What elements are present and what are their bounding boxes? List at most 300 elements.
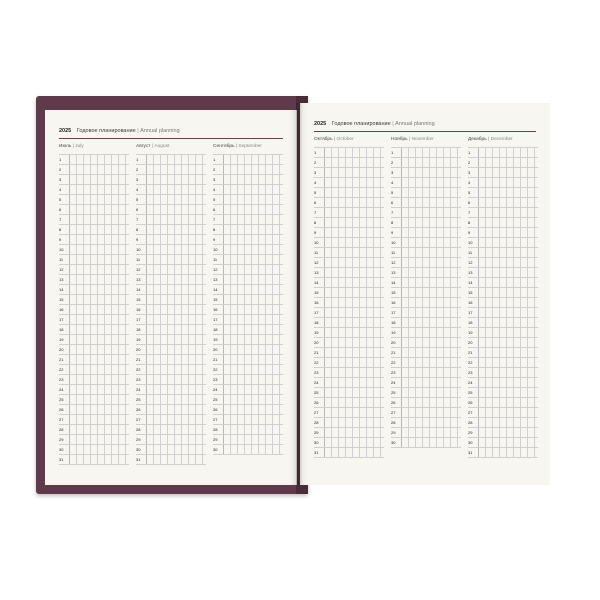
day-cells[interactable] (402, 248, 461, 257)
day-cells[interactable] (70, 265, 129, 274)
day-row[interactable] (314, 348, 384, 358)
day-cells[interactable] (479, 328, 538, 337)
day-row[interactable] (136, 225, 206, 235)
day-cells[interactable] (402, 348, 461, 357)
day-row[interactable] (468, 168, 538, 178)
day-row[interactable] (314, 428, 384, 438)
day-cells[interactable] (70, 275, 129, 284)
day-cells[interactable] (402, 278, 461, 287)
day-cells[interactable] (147, 385, 206, 394)
day-cells[interactable] (147, 265, 206, 274)
day-cells[interactable] (147, 305, 206, 314)
day-row[interactable] (314, 318, 384, 328)
day-row[interactable] (59, 355, 129, 365)
day-cells[interactable] (325, 168, 384, 177)
day-row[interactable] (59, 455, 129, 465)
day-row[interactable] (213, 175, 283, 185)
day-row[interactable] (59, 445, 129, 455)
day-row[interactable] (136, 375, 206, 385)
day-cells[interactable] (70, 355, 129, 364)
day-row[interactable] (213, 385, 283, 395)
day-cells[interactable] (147, 455, 206, 464)
day-row[interactable] (136, 415, 206, 425)
day-cells[interactable] (224, 245, 283, 254)
day-cells[interactable] (402, 298, 461, 307)
day-row[interactable] (314, 238, 384, 248)
day-cells[interactable] (325, 358, 384, 367)
day-row[interactable] (391, 398, 461, 408)
day-row[interactable] (314, 188, 384, 198)
day-row[interactable] (391, 268, 461, 278)
day-cells[interactable] (224, 315, 283, 324)
day-cells[interactable] (224, 425, 283, 434)
day-row[interactable] (213, 305, 283, 315)
day-row[interactable] (136, 425, 206, 435)
day-row[interactable] (136, 235, 206, 245)
day-cells[interactable] (70, 235, 129, 244)
day-cells[interactable] (325, 388, 384, 397)
day-row[interactable] (314, 338, 384, 348)
day-cells[interactable] (402, 418, 461, 427)
day-cells[interactable] (479, 248, 538, 257)
day-cells[interactable] (70, 165, 129, 174)
day-row[interactable] (314, 248, 384, 258)
day-row[interactable] (468, 328, 538, 338)
day-cells[interactable] (70, 285, 129, 294)
day-row[interactable] (59, 255, 129, 265)
day-row[interactable] (213, 415, 283, 425)
day-cells[interactable] (479, 348, 538, 357)
day-cells[interactable] (70, 205, 129, 214)
day-cells[interactable] (224, 205, 283, 214)
day-row[interactable] (468, 208, 538, 218)
day-cells[interactable] (325, 308, 384, 317)
day-row[interactable] (136, 345, 206, 355)
day-row[interactable] (468, 338, 538, 348)
day-cells[interactable] (325, 258, 384, 267)
day-cells[interactable] (479, 428, 538, 437)
day-cells[interactable] (479, 178, 538, 187)
day-row[interactable] (314, 178, 384, 188)
day-row[interactable] (213, 255, 283, 265)
day-row[interactable] (391, 178, 461, 188)
day-row[interactable] (391, 348, 461, 358)
day-row[interactable] (314, 218, 384, 228)
day-row[interactable] (468, 308, 538, 318)
day-row[interactable] (136, 435, 206, 445)
day-cells[interactable] (70, 225, 129, 234)
day-row[interactable] (59, 195, 129, 205)
day-row[interactable] (468, 218, 538, 228)
day-cells[interactable] (479, 398, 538, 407)
day-cells[interactable] (325, 448, 384, 457)
day-cells[interactable] (147, 345, 206, 354)
day-cells[interactable] (224, 155, 283, 164)
day-row[interactable] (213, 295, 283, 305)
day-row[interactable] (59, 385, 129, 395)
day-cells[interactable] (147, 175, 206, 184)
day-row[interactable] (468, 358, 538, 368)
day-cells[interactable] (224, 445, 283, 454)
day-row[interactable] (136, 395, 206, 405)
day-cells[interactable] (325, 338, 384, 347)
day-row[interactable] (391, 198, 461, 208)
day-cells[interactable] (224, 405, 283, 414)
day-cells[interactable] (70, 365, 129, 374)
day-cells[interactable] (70, 185, 129, 194)
day-row[interactable] (468, 438, 538, 448)
day-row[interactable] (213, 275, 283, 285)
day-cells[interactable] (402, 238, 461, 247)
day-cells[interactable] (479, 258, 538, 267)
day-cells[interactable] (402, 188, 461, 197)
day-cells[interactable] (325, 288, 384, 297)
day-row[interactable] (59, 155, 129, 165)
day-row[interactable] (59, 325, 129, 335)
day-cells[interactable] (224, 385, 283, 394)
day-row[interactable] (213, 365, 283, 375)
day-cells[interactable] (70, 315, 129, 324)
day-row[interactable] (59, 345, 129, 355)
day-cells[interactable] (70, 335, 129, 344)
day-cells[interactable] (479, 298, 538, 307)
day-cells[interactable] (402, 258, 461, 267)
day-cells[interactable] (325, 148, 384, 157)
day-row[interactable] (59, 275, 129, 285)
day-row[interactable] (391, 328, 461, 338)
day-row[interactable] (213, 235, 283, 245)
day-row[interactable] (213, 375, 283, 385)
day-row[interactable] (213, 225, 283, 235)
day-cells[interactable] (325, 418, 384, 427)
day-row[interactable] (391, 358, 461, 368)
day-cells[interactable] (224, 395, 283, 404)
day-row[interactable] (468, 298, 538, 308)
day-row[interactable] (314, 398, 384, 408)
day-cells[interactable] (70, 345, 129, 354)
day-cells[interactable] (70, 445, 129, 454)
day-row[interactable] (136, 385, 206, 395)
day-row[interactable] (391, 318, 461, 328)
day-cells[interactable] (224, 185, 283, 194)
day-row[interactable] (59, 235, 129, 245)
day-cells[interactable] (402, 178, 461, 187)
day-row[interactable] (391, 298, 461, 308)
day-cells[interactable] (70, 425, 129, 434)
day-row[interactable] (136, 305, 206, 315)
day-cells[interactable] (224, 355, 283, 364)
day-cells[interactable] (402, 378, 461, 387)
day-cells[interactable] (325, 248, 384, 257)
day-row[interactable] (468, 268, 538, 278)
day-cells[interactable] (402, 208, 461, 217)
day-row[interactable] (213, 355, 283, 365)
day-row[interactable] (468, 188, 538, 198)
day-cells[interactable] (147, 235, 206, 244)
day-cells[interactable] (325, 368, 384, 377)
day-row[interactable] (59, 165, 129, 175)
day-row[interactable] (391, 388, 461, 398)
day-row[interactable] (314, 258, 384, 268)
day-row[interactable] (59, 335, 129, 345)
day-cells[interactable] (479, 238, 538, 247)
day-cells[interactable] (325, 208, 384, 217)
day-row[interactable] (391, 258, 461, 268)
day-row[interactable] (136, 265, 206, 275)
day-cells[interactable] (325, 158, 384, 167)
day-row[interactable] (136, 165, 206, 175)
day-cells[interactable] (147, 435, 206, 444)
day-cells[interactable] (224, 295, 283, 304)
day-cells[interactable] (325, 228, 384, 237)
day-row[interactable] (213, 265, 283, 275)
day-row[interactable] (213, 425, 283, 435)
day-cells[interactable] (224, 345, 283, 354)
day-row[interactable] (213, 185, 283, 195)
day-row[interactable] (391, 208, 461, 218)
day-cells[interactable] (70, 295, 129, 304)
day-row[interactable] (468, 348, 538, 358)
day-cells[interactable] (325, 268, 384, 277)
day-row[interactable] (59, 215, 129, 225)
day-cells[interactable] (479, 168, 538, 177)
day-row[interactable] (213, 445, 283, 455)
day-cells[interactable] (402, 388, 461, 397)
day-row[interactable] (136, 275, 206, 285)
day-cells[interactable] (147, 365, 206, 374)
day-row[interactable] (136, 325, 206, 335)
day-row[interactable] (213, 245, 283, 255)
day-cells[interactable] (147, 245, 206, 254)
day-cells[interactable] (70, 415, 129, 424)
day-cells[interactable] (224, 435, 283, 444)
day-row[interactable] (314, 378, 384, 388)
day-cells[interactable] (402, 168, 461, 177)
day-row[interactable] (391, 408, 461, 418)
day-cells[interactable] (147, 375, 206, 384)
day-row[interactable] (59, 425, 129, 435)
day-row[interactable] (314, 438, 384, 448)
day-cells[interactable] (325, 428, 384, 437)
day-cells[interactable] (402, 158, 461, 167)
day-cells[interactable] (402, 398, 461, 407)
day-cells[interactable] (402, 228, 461, 237)
day-row[interactable] (314, 368, 384, 378)
day-cells[interactable] (325, 178, 384, 187)
day-row[interactable] (136, 295, 206, 305)
day-cells[interactable] (325, 218, 384, 227)
day-row[interactable] (391, 238, 461, 248)
day-cells[interactable] (147, 275, 206, 284)
day-cells[interactable] (479, 208, 538, 217)
day-row[interactable] (391, 378, 461, 388)
day-row[interactable] (59, 395, 129, 405)
day-row[interactable] (59, 175, 129, 185)
day-cells[interactable] (402, 268, 461, 277)
day-cells[interactable] (224, 275, 283, 284)
day-cells[interactable] (147, 415, 206, 424)
day-row[interactable] (136, 285, 206, 295)
day-row[interactable] (136, 175, 206, 185)
day-cells[interactable] (325, 378, 384, 387)
day-row[interactable] (314, 388, 384, 398)
day-row[interactable] (468, 388, 538, 398)
day-row[interactable] (314, 288, 384, 298)
day-cells[interactable] (147, 155, 206, 164)
day-cells[interactable] (325, 398, 384, 407)
day-row[interactable] (314, 148, 384, 158)
day-cells[interactable] (147, 315, 206, 324)
day-cells[interactable] (147, 255, 206, 264)
day-row[interactable] (391, 188, 461, 198)
day-row[interactable] (314, 448, 384, 458)
day-row[interactable] (391, 438, 461, 448)
day-cells[interactable] (147, 325, 206, 334)
day-row[interactable] (136, 255, 206, 265)
day-row[interactable] (468, 378, 538, 388)
day-cells[interactable] (147, 335, 206, 344)
day-row[interactable] (468, 148, 538, 158)
day-cells[interactable] (224, 285, 283, 294)
day-row[interactable] (213, 335, 283, 345)
day-cells[interactable] (402, 318, 461, 327)
day-row[interactable] (314, 198, 384, 208)
day-cells[interactable] (402, 408, 461, 417)
day-row[interactable] (314, 328, 384, 338)
day-cells[interactable] (70, 255, 129, 264)
day-cells[interactable] (224, 415, 283, 424)
day-row[interactable] (391, 248, 461, 258)
day-row[interactable] (468, 258, 538, 268)
day-row[interactable] (468, 408, 538, 418)
day-row[interactable] (314, 358, 384, 368)
day-cells[interactable] (70, 215, 129, 224)
day-cells[interactable] (70, 195, 129, 204)
day-row[interactable] (136, 315, 206, 325)
day-row[interactable] (468, 278, 538, 288)
day-cells[interactable] (70, 305, 129, 314)
day-cells[interactable] (402, 198, 461, 207)
day-cells[interactable] (325, 408, 384, 417)
day-cells[interactable] (147, 445, 206, 454)
day-row[interactable] (213, 155, 283, 165)
day-row[interactable] (59, 185, 129, 195)
day-row[interactable] (59, 375, 129, 385)
day-row[interactable] (136, 455, 206, 465)
day-cells[interactable] (147, 405, 206, 414)
day-row[interactable] (213, 395, 283, 405)
day-cells[interactable] (325, 328, 384, 337)
day-cells[interactable] (479, 158, 538, 167)
day-cells[interactable] (479, 278, 538, 287)
day-cells[interactable] (70, 375, 129, 384)
day-row[interactable] (59, 205, 129, 215)
day-cells[interactable] (479, 358, 538, 367)
day-row[interactable] (468, 248, 538, 258)
day-row[interactable] (136, 405, 206, 415)
day-row[interactable] (59, 405, 129, 415)
day-row[interactable] (468, 368, 538, 378)
day-cells[interactable] (479, 368, 538, 377)
day-cells[interactable] (224, 215, 283, 224)
day-row[interactable] (136, 215, 206, 225)
day-cells[interactable] (224, 265, 283, 274)
day-cells[interactable] (479, 448, 538, 457)
day-row[interactable] (468, 428, 538, 438)
day-row[interactable] (468, 158, 538, 168)
day-cells[interactable] (224, 375, 283, 384)
day-cells[interactable] (479, 338, 538, 347)
day-cells[interactable] (147, 225, 206, 234)
day-cells[interactable] (402, 288, 461, 297)
day-cells[interactable] (402, 358, 461, 367)
day-cells[interactable] (479, 288, 538, 297)
day-row[interactable] (391, 428, 461, 438)
day-cells[interactable] (70, 405, 129, 414)
day-row[interactable] (468, 288, 538, 298)
day-row[interactable] (468, 418, 538, 428)
day-cells[interactable] (224, 335, 283, 344)
day-cells[interactable] (147, 355, 206, 364)
day-row[interactable] (391, 418, 461, 428)
day-cells[interactable] (325, 438, 384, 447)
day-cells[interactable] (70, 455, 129, 464)
day-row[interactable] (136, 185, 206, 195)
day-cells[interactable] (70, 435, 129, 444)
day-row[interactable] (314, 418, 384, 428)
day-row[interactable] (59, 305, 129, 315)
day-cells[interactable] (402, 368, 461, 377)
day-row[interactable] (136, 445, 206, 455)
day-row[interactable] (59, 285, 129, 295)
day-cells[interactable] (325, 188, 384, 197)
day-row[interactable] (468, 238, 538, 248)
day-cells[interactable] (402, 338, 461, 347)
day-cells[interactable] (147, 425, 206, 434)
day-row[interactable] (59, 365, 129, 375)
day-row[interactable] (391, 218, 461, 228)
day-row[interactable] (468, 178, 538, 188)
day-row[interactable] (59, 225, 129, 235)
day-cells[interactable] (147, 185, 206, 194)
day-cells[interactable] (147, 395, 206, 404)
day-cells[interactable] (70, 245, 129, 254)
day-row[interactable] (468, 198, 538, 208)
day-row[interactable] (213, 205, 283, 215)
day-cells[interactable] (147, 285, 206, 294)
day-cells[interactable] (479, 318, 538, 327)
day-cells[interactable] (70, 155, 129, 164)
day-cells[interactable] (479, 408, 538, 417)
day-row[interactable] (391, 288, 461, 298)
day-cells[interactable] (147, 165, 206, 174)
day-row[interactable] (59, 295, 129, 305)
day-cells[interactable] (147, 215, 206, 224)
day-cells[interactable] (70, 325, 129, 334)
day-row[interactable] (391, 308, 461, 318)
day-row[interactable] (136, 335, 206, 345)
day-row[interactable] (314, 268, 384, 278)
day-row[interactable] (468, 318, 538, 328)
day-cells[interactable] (479, 198, 538, 207)
day-cells[interactable] (224, 165, 283, 174)
day-row[interactable] (314, 308, 384, 318)
day-row[interactable] (213, 325, 283, 335)
day-cells[interactable] (70, 395, 129, 404)
day-cells[interactable] (479, 418, 538, 427)
day-row[interactable] (391, 228, 461, 238)
day-row[interactable] (136, 195, 206, 205)
